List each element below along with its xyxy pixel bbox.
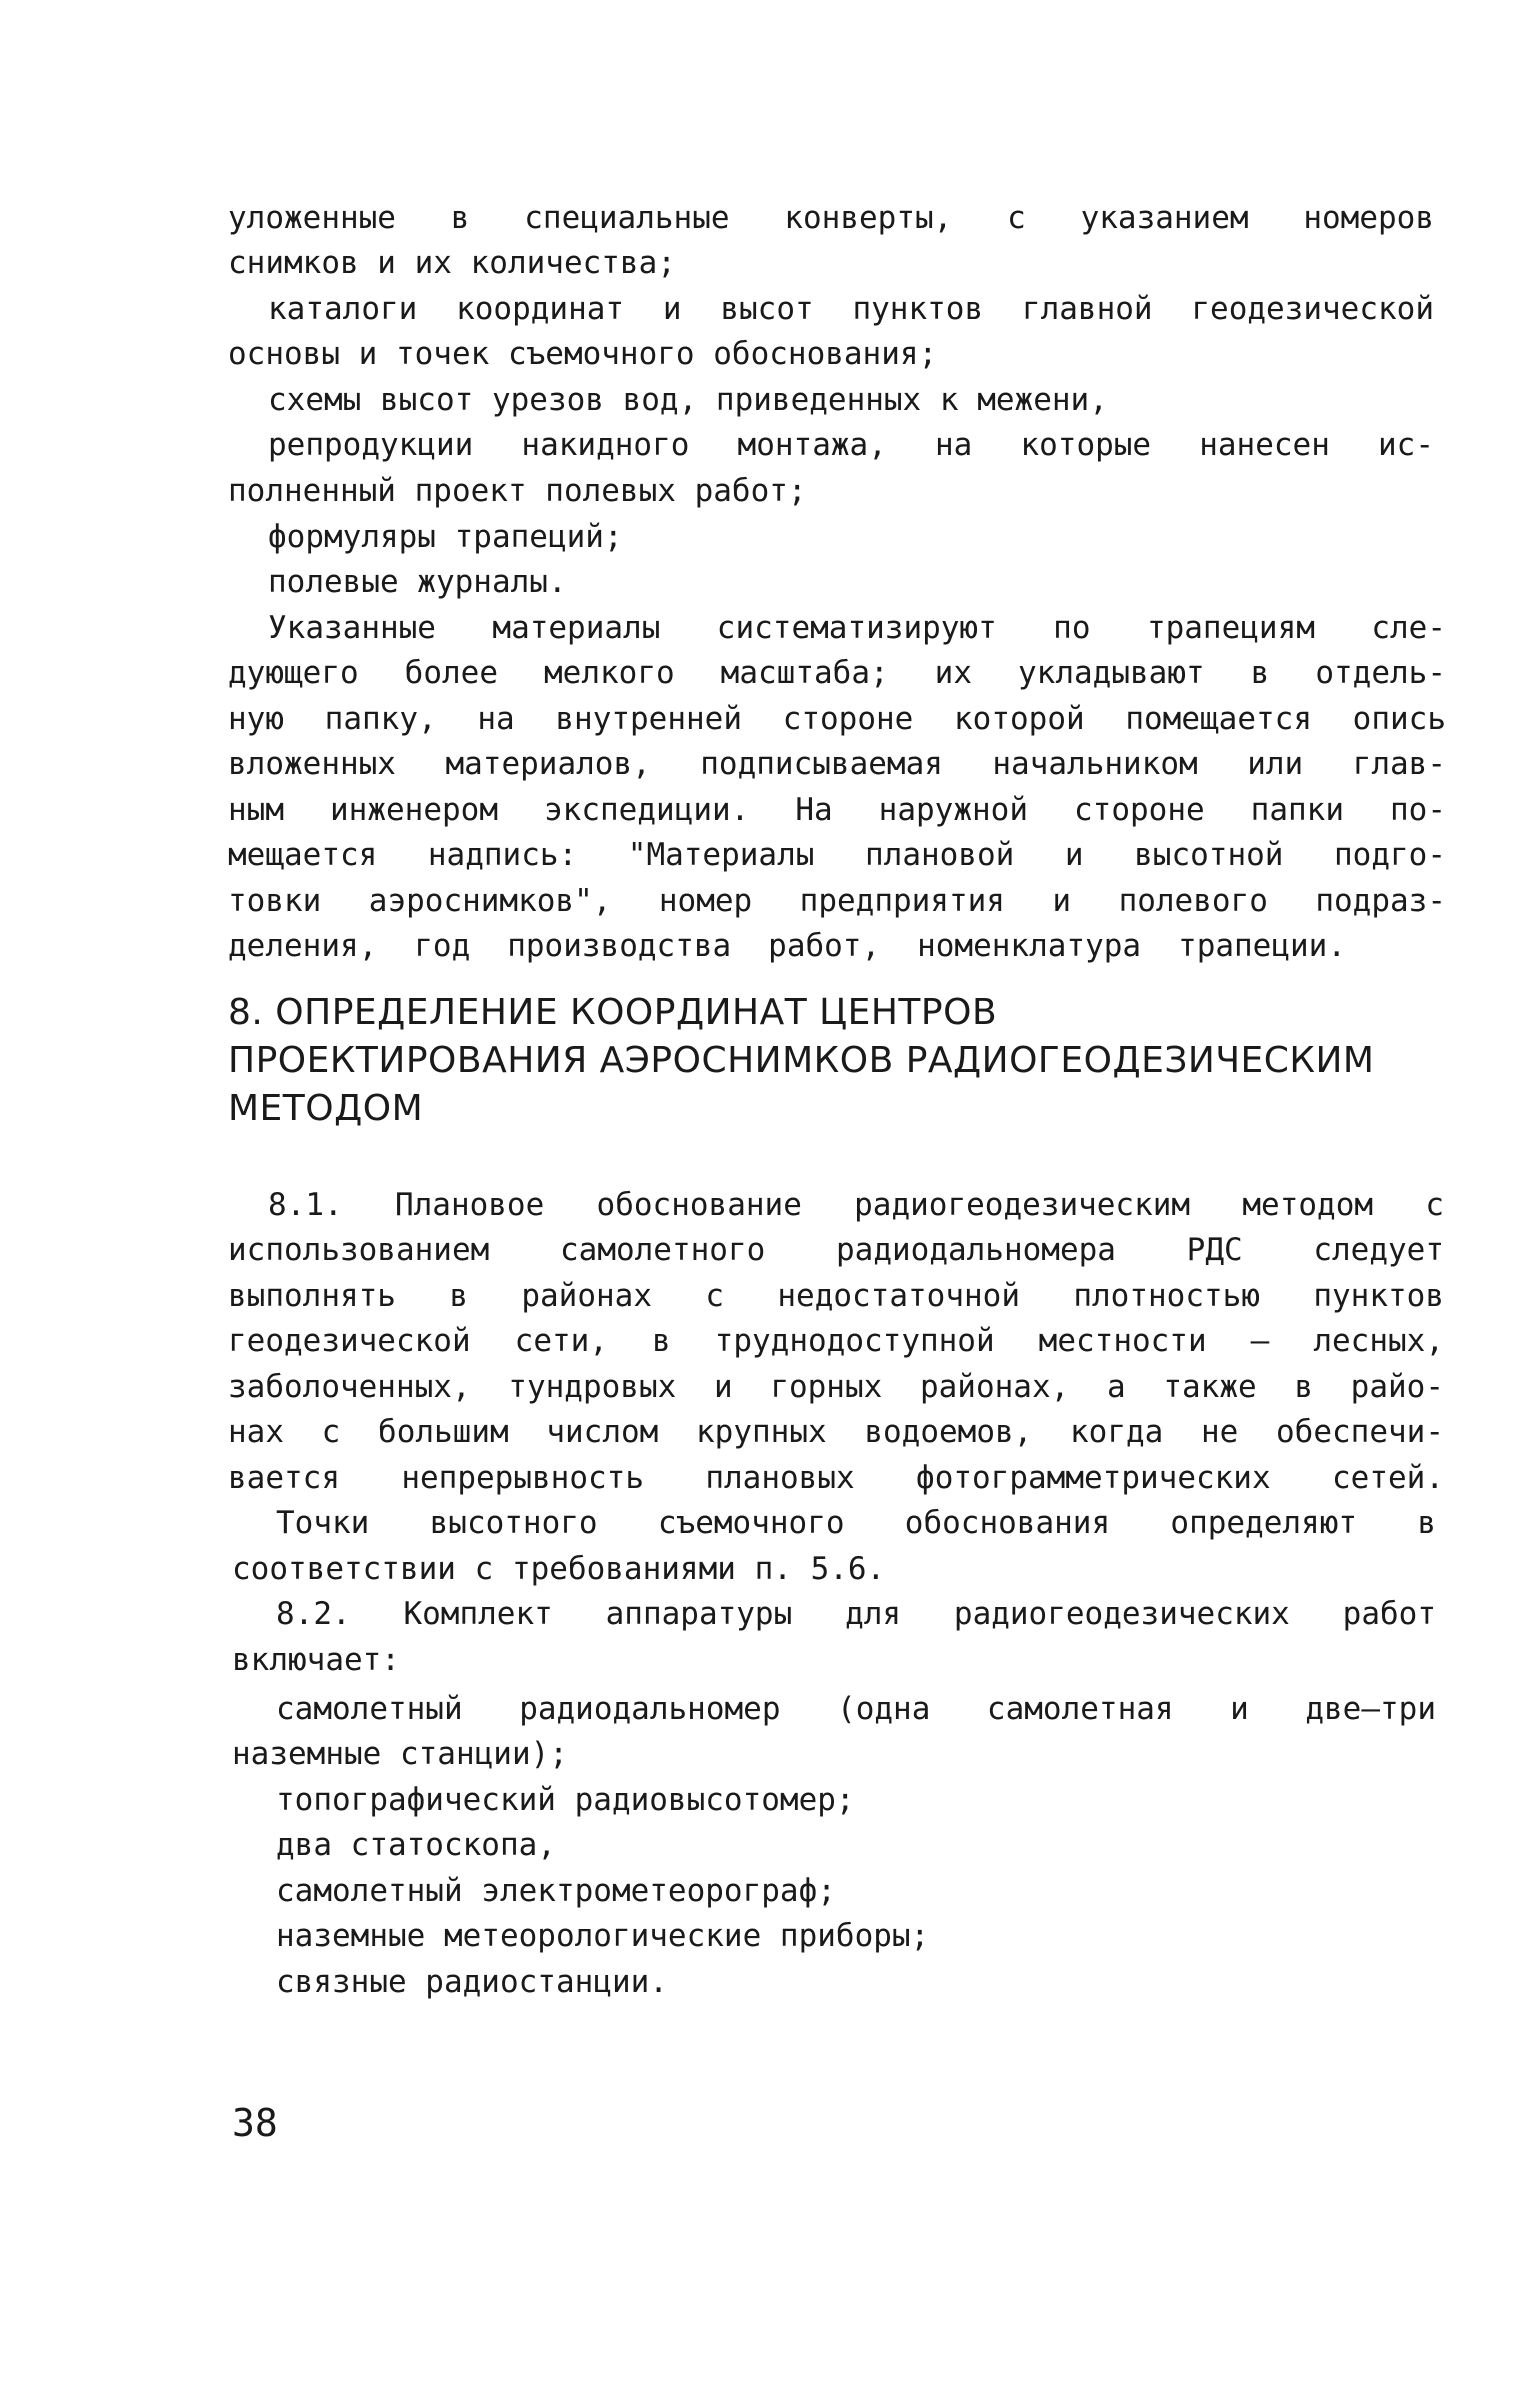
text-line: ным инженером экспедиции. На наружной стороне папки по- [228, 792, 1446, 828]
text-line: соответствии с требованиями п. 5.6. [232, 1551, 886, 1587]
list-item: репродукции накидного монтажа, на которые нанесен ис- [268, 427, 1434, 463]
text-line: деления, год производства работ, номенклатура трапеции. [228, 928, 1346, 964]
text-line: 8.2. Комплект аппаратуры для радиогеодезических работ [276, 1596, 1436, 1632]
list-item: наземные метеорологические приборы; [276, 1918, 930, 1954]
list-item: схемы высот урезов вод, приведенных к межени, [268, 382, 1108, 418]
heading-line: 8. ОПРЕДЕЛЕНИЕ КООРДИНАТ ЦЕНТРОВ [228, 992, 998, 1033]
text-line: товки аэроснимков", номер предприятия и полевого подраз- [228, 883, 1446, 919]
heading-line: ПРОЕКТИРОВАНИЯ АЭРОСНИМКОВ РАДИОГЕОДЕЗИЧЕСКИМ [228, 1040, 1375, 1081]
list-item: основы и точек съемочного обоснования; [228, 336, 938, 372]
list-item: формуляры трапеций; [268, 519, 623, 555]
text-line: уложенные в специальные конверты, с указанием номеров [228, 200, 1434, 236]
list-item: два статоскопа, [276, 1827, 556, 1863]
list-item: полевые журналы. [268, 564, 567, 600]
list-item: наземные станции); [232, 1736, 568, 1772]
text-line: использованием самолетного радиодальномера РДС следует [228, 1232, 1444, 1268]
page-number: 38 [232, 2101, 278, 2145]
text-line: Точки высотного съемочного обоснования определяют в [276, 1505, 1436, 1541]
text-line: 8.1. Плановое обоснование радиогеодезическим методом с [268, 1187, 1444, 1223]
text-line: снимков и их количества; [228, 245, 676, 281]
text-line: геодезической сети, в труднодоступной местности – лесных, [228, 1323, 1444, 1359]
list-item: самолетный радиодальномер (одна самолетная и две–три [276, 1691, 1436, 1727]
text-line: включает: [232, 1642, 400, 1678]
text-line: ную папку, на внутренней стороне которой помещается опись [228, 701, 1446, 737]
text-line: Указанные материалы систематизируют по трапециям сле- [268, 610, 1446, 646]
heading-line: МЕТОДОМ [228, 1088, 424, 1129]
text-line: мещается надпись: "Материалы плановой и высотной подго- [228, 837, 1446, 873]
text-line: вложенных материалов, подписываемая начальником или глав- [228, 746, 1446, 782]
list-item: самолетный электрометеорограф; [276, 1873, 836, 1909]
text-line: нах с большим числом крупных водоемов, когда не обеспечи- [228, 1414, 1444, 1450]
list-item: связные радиостанции. [276, 1964, 668, 2000]
text-line: заболоченных, тундровых и горных районах, а также в райо- [228, 1369, 1444, 1405]
text-line: выполнять в районах с недостаточной плотностью пунктов [228, 1278, 1444, 1314]
list-item: каталоги координат и высот пунктов главной геодезической [268, 291, 1434, 327]
list-item: топографический радиовысотомер; [276, 1782, 855, 1818]
text-line: вается непрерывность плановых фотограмметрических сетей. [228, 1460, 1444, 1496]
text-line: дующего более мелкого масштаба; их укладывают в отдель- [228, 655, 1446, 691]
list-item: полненный проект полевых работ; [228, 473, 807, 509]
